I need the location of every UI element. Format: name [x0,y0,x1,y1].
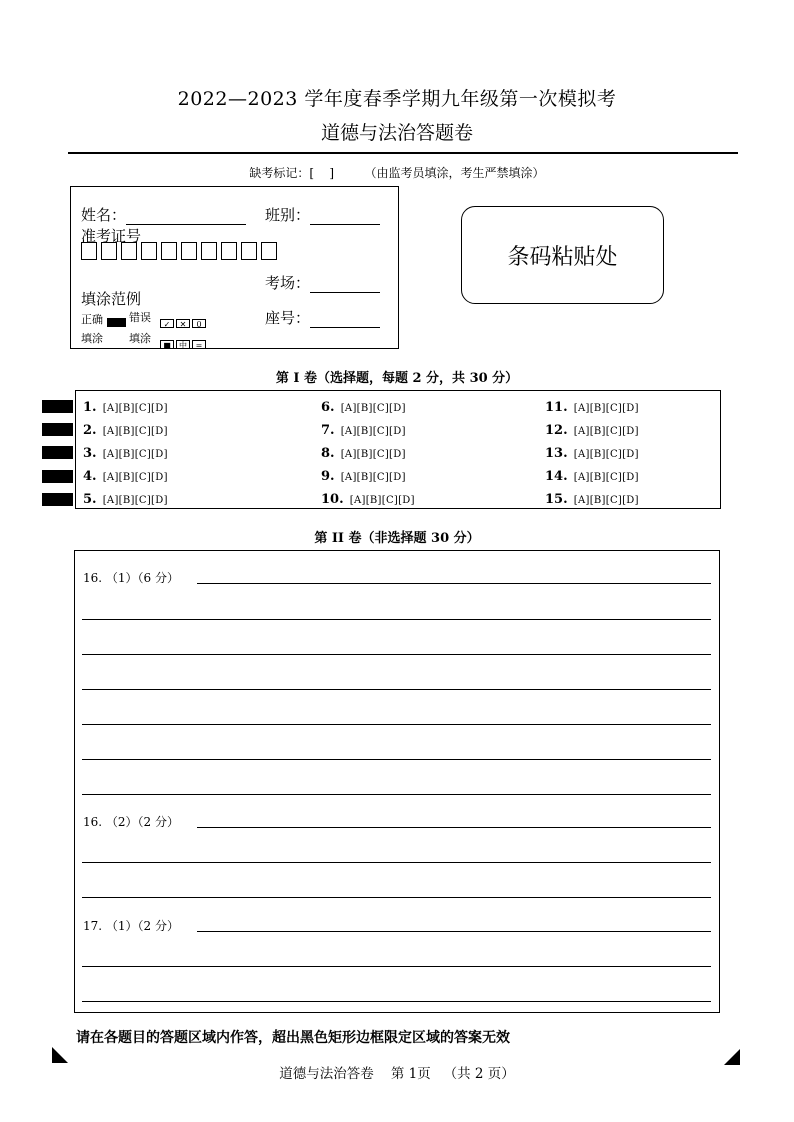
answer-options[interactable]: [A][B][C][D] [573,495,639,506]
question-number: 12. [545,423,568,438]
answer-options[interactable]: [A][B][C][D] [102,495,168,506]
mc-question[interactable] [83,423,168,438]
exam-id-digit[interactable] [261,242,277,260]
class-label: 班别： [265,206,311,224]
question-16-2-label: 16. （2）（2 分） [83,813,183,830]
exam-id-digit[interactable] [101,242,117,260]
question-number: 4. [83,469,97,484]
exam-title: 2022—2023 学年度春季学期九年级第一次模拟考 [177,88,617,110]
mc-question[interactable] [545,492,639,507]
answer-options[interactable]: [A][B][C][D] [340,403,406,414]
mc-question[interactable] [83,469,168,484]
answer-area-notice: 请在各题目的答题区域内作答，超出黑色矩形边框限定区域的答案无效 [76,1030,510,1046]
correct-label-2: 填涂 [81,332,103,345]
barcode-label: 条码粘贴处 [507,244,618,270]
seat-field[interactable] [265,307,380,328]
answer-line[interactable] [82,862,711,863]
mc-question[interactable] [321,446,406,461]
wrong-mark: = [192,340,206,349]
corner-mark-left [52,1047,68,1063]
question-number: 2. [83,423,97,438]
answer-options[interactable]: [A][B][C][D] [102,449,168,460]
answer-options[interactable]: [A][B][C][D] [102,426,168,437]
question-number: 15. [545,492,568,507]
question-number: 14. [545,469,568,484]
answer-line[interactable] [82,1001,711,1002]
page-footer: 道德与法治答卷 第 1页 （共 2 页） [279,1066,515,1082]
answer-options[interactable]: [A][B][C][D] [573,472,639,483]
header-divider [68,152,738,154]
exam-subtitle: 道德与法治答题卷 [320,122,473,144]
question-17-1-label: 17. （1）（2 分） [83,917,183,934]
mc-question[interactable] [321,492,415,507]
answer-line[interactable] [82,619,711,620]
mc-question[interactable] [83,492,168,507]
answer-line[interactable] [82,897,711,898]
alignment-mark [42,493,73,506]
seat-input-line[interactable] [310,311,380,328]
exam-id-digit[interactable] [241,242,257,260]
section1-title: 第 I 卷（选择题，每题 2 分，共 30 分） [275,371,519,386]
wrong-mark: 中 [176,340,190,349]
name-field[interactable] [81,204,246,225]
correct-fill-example [107,318,126,327]
answer-line[interactable] [197,827,711,828]
answer-line[interactable] [82,724,711,725]
mc-question[interactable] [321,469,406,484]
wrong-mark: ■ [160,340,174,349]
exam-id-boxes[interactable] [81,242,277,260]
exam-id-digit[interactable] [121,242,137,260]
mc-question[interactable] [321,423,406,438]
exam-room-label: 考场： [265,274,311,292]
mc-question[interactable] [83,446,168,461]
exam-room-field[interactable] [265,272,380,293]
answer-line[interactable] [82,689,711,690]
wrong-label-2: 填涂 [129,332,151,345]
barcode-area [461,206,664,304]
correct-label-1: 正确 [81,313,103,326]
answer-options[interactable]: [A][B][C][D] [340,426,406,437]
answer-area-box [74,550,720,1013]
question-number: 6. [321,400,335,415]
mc-question[interactable] [321,400,406,415]
question-number: 5. [83,492,97,507]
exam-room-input-line[interactable] [310,276,380,293]
question-number: 11. [545,400,568,415]
wrong-fill-examples [160,312,208,352]
question-number: 7. [321,423,335,438]
answer-options[interactable]: [A][B][C][D] [573,403,639,414]
fill-example-label: 填涂范例 [81,290,142,308]
alignment-mark [42,423,73,436]
question-number: 9. [321,469,335,484]
question-number: 8. [321,446,335,461]
alignment-mark [42,446,73,459]
exam-id-digit[interactable] [141,242,157,260]
class-field[interactable] [265,204,380,225]
absent-mark-line: 缺考标记：[ ] （由监考员填涂，考生严禁填涂） [249,166,545,180]
exam-id-digit[interactable] [221,242,237,260]
section2-title: 第 II 卷（非选择题 30 分） [314,531,480,546]
wrong-mark: 0 [192,319,206,328]
answer-line[interactable] [82,759,711,760]
name-label: 姓名： [81,206,127,224]
exam-id-label: 准考证号 [81,227,142,245]
student-info-box [70,186,399,349]
answer-line[interactable] [197,931,711,932]
answer-line[interactable] [82,794,711,795]
mc-question[interactable] [545,446,639,461]
exam-id-digit[interactable] [161,242,177,260]
answer-line[interactable] [82,966,711,967]
mc-question[interactable] [545,423,639,438]
answer-options[interactable]: [A][B][C][D] [102,403,168,414]
answer-options[interactable]: [A][B][C][D] [340,449,406,460]
question-16-1-label: 16. （1）（6 分） [83,569,183,586]
mc-question[interactable] [83,400,168,415]
answer-line[interactable] [197,583,711,584]
exam-id-digit[interactable] [201,242,217,260]
class-input-line[interactable] [310,208,380,225]
answer-line[interactable] [82,654,711,655]
question-number: 13. [545,446,568,461]
alignment-mark [42,400,73,413]
seat-label: 座号： [265,309,311,327]
exam-id-digit[interactable] [81,242,97,260]
answer-options[interactable]: [A][B][C][D] [102,472,168,483]
answer-options[interactable]: [A][B][C][D] [340,472,406,483]
answer-options[interactable]: [A][B][C][D] [573,449,639,460]
answer-options[interactable]: [A][B][C][D] [573,426,639,437]
question-number: 1. [83,400,97,415]
question-number: 3. [83,446,97,461]
wrong-mark: ✕ [176,319,190,328]
answer-options[interactable]: [A][B][C][D] [349,495,415,506]
exam-id-digit[interactable] [181,242,197,260]
wrong-label-1: 错误 [129,311,151,324]
name-input-line[interactable] [126,208,246,225]
mc-question[interactable] [545,400,639,415]
question-number: 10. [321,492,344,507]
mc-question[interactable] [545,469,639,484]
alignment-mark [42,470,73,483]
wrong-mark: ✓ [160,319,174,328]
multiple-choice-box [75,390,721,509]
